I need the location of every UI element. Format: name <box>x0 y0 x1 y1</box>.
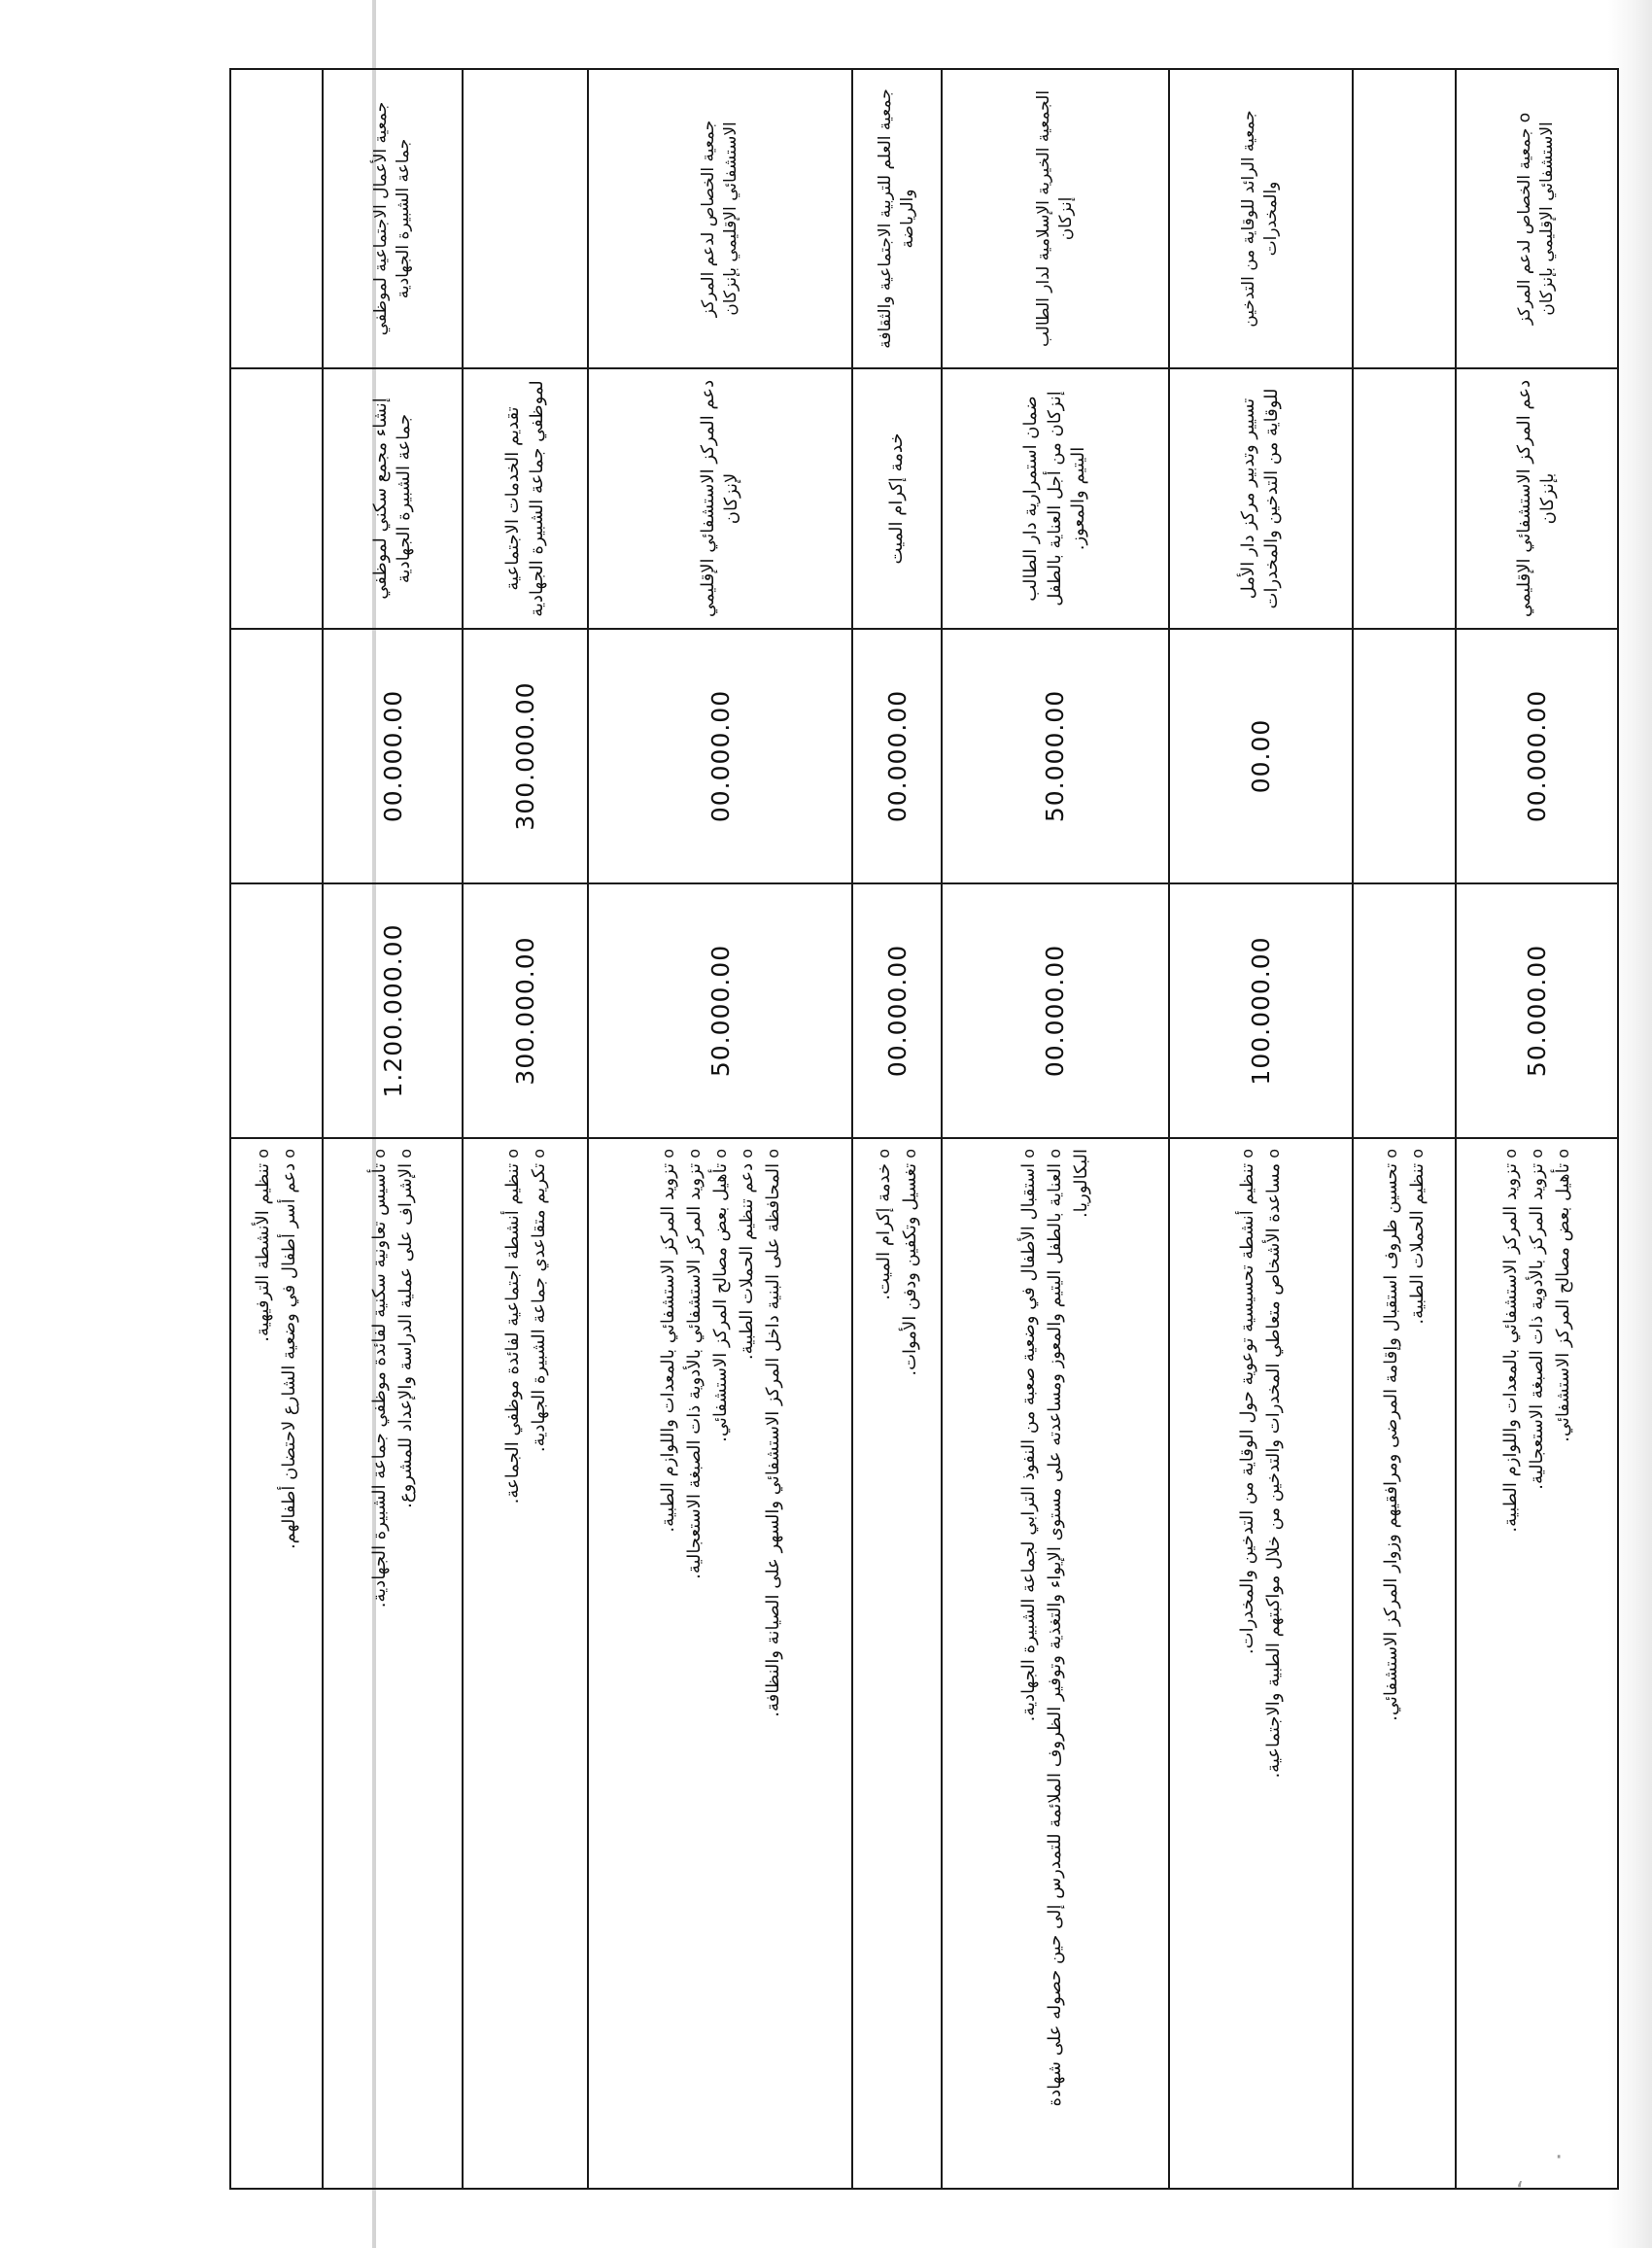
project-cell: دعم المركز الاستشفائي الإقليمي بإنزكان <box>1456 368 1618 629</box>
table-row <box>942 69 1169 2189</box>
rotated-table-page <box>229 68 1619 2190</box>
association-cell: الجمعية الخيرية الإسلامية لدار الطالب إنزكان <box>942 69 1169 368</box>
activity-item: o تنظيم الأنشطة الترفيهية. <box>250 1149 276 2178</box>
scan-speck: ‘ <box>1516 2177 1525 2206</box>
table-row <box>852 69 941 2189</box>
activity-item: o تزويد المركز الاستشفائي بالمعدات واللوازم الطبية. <box>1497 1149 1524 2178</box>
activity-item: o تنظيم أنشطة اجتماعية لفائدة موظفي الجماعة. <box>499 1149 526 2178</box>
amount-cell-1: 00.000.00 <box>323 629 464 883</box>
activity-item: o تنظيم أنشطة تحسيسية توعوية حول الوقاية من التدخين والمخدرات. <box>1234 1149 1260 2178</box>
amount-cell-1: 300.000.00 <box>463 629 587 883</box>
association-cell <box>230 69 323 368</box>
association-cell: جمعية الأعمال الاجتماعية لموظفي جماعة الشبيرة الجهادية <box>323 69 464 368</box>
association-cell: جمعية العلم للتربية الاجتماعية والثقافة والرياضة <box>852 69 941 368</box>
amount-cell-1: 00.00 <box>1169 629 1353 883</box>
activities-cell <box>230 1138 323 2189</box>
activity-item: o تزويد المركز الاستشفائي بالأدوية ذات الصبغة الاستعجالية. <box>681 1149 707 2178</box>
association-cell <box>1353 69 1456 368</box>
project-cell: ضمان استمرارية دار الطالب إنزكان من أجل العناية بالطفل اليتيم والمعوز. <box>942 368 1169 629</box>
activity-item: o تزويد المركز الاستشفائي بالمعدات واللوازم الطبية. <box>655 1149 681 2178</box>
amount-cell-2: 1.200.000.00 <box>323 883 464 1138</box>
activity-item: o مساعدة الأشخاص متعاطي المخدرات والتدخين من خلال مواكبتهم الطبية والاجتماعية. <box>1260 1149 1287 2178</box>
amount-cell-2: 300.000.00 <box>463 883 587 1138</box>
activity-item: o تحسين ظروف استقبال وإقامة المرضى ومرافقيهم وزوار المركز الاستشفائي. <box>1378 1149 1404 2178</box>
activities-cell <box>1169 1138 1353 2189</box>
activity-item: o المحافظة على البنية داخل المركز الاستشفائي والسهر على الصيانة والنظافة. <box>760 1149 786 2178</box>
activity-item: o تأسيس تعاونية سكنية لفائدة موظفي جماعة الشبيرة الجهادية. <box>366 1149 393 2178</box>
scan-speck: · <box>1555 2143 1564 2172</box>
activity-item: o تكريم متقاعدي جماعة الشبيرة الجهادية. <box>526 1149 552 2178</box>
activities-cell <box>1456 1138 1618 2189</box>
activities-cell <box>852 1138 941 2189</box>
amount-cell-2 <box>230 883 323 1138</box>
activity-item: o تأهيل بعض مصالح المركز الاستشفائي. <box>1550 1149 1576 2178</box>
activity-item: o تنظيم الحملات الطبية. <box>1404 1149 1430 2178</box>
amount-cell-2: 50.000.00 <box>588 883 853 1138</box>
project-cell: تسيير وتدبير مركز دار الأمل للوقاية من التدخين والمخدرات <box>1169 368 1353 629</box>
table-row <box>230 69 323 2189</box>
amount-cell-2: 00.000.00 <box>942 883 1169 1138</box>
activity-item: o العناية بالطفل اليتيم والمعوز ومساعدته على مستوى الإيواء والتغذية وتوفير الظروف الملائمة للتمدرس إلى حين حصوله على شهادة البكالوريا. <box>1042 1149 1094 2178</box>
project-cell: إنشاء مجمع سكني لموظفي جماعة الشبيرة الجهادية <box>323 368 464 629</box>
association-cell: o جمعية الخصاص لدعم المركز الاستشفائي الإقليمي بإنزكان <box>1456 69 1618 368</box>
table-row <box>463 69 587 2189</box>
project-cell <box>230 368 323 629</box>
amount-cell-2: 00.000.00 <box>852 883 941 1138</box>
activity-item: o استقبال الأطفال في وضعية صعبة من النفوذ الترابي لجماعة الشبيرة الجهادية. <box>1015 1149 1042 2178</box>
activity-item: o خدمة إكرام الميت. <box>871 1149 897 2178</box>
activities-cell <box>323 1138 464 2189</box>
amount-cell-1: 00.000.00 <box>852 629 941 883</box>
activities-cell <box>942 1138 1169 2189</box>
amount-cell-1 <box>230 629 323 883</box>
table-row <box>1456 69 1618 2189</box>
project-cell: دعم المركز الاستشفائي الإقليمي لإنزكان <box>588 368 853 629</box>
amount-cell-1 <box>1353 629 1456 883</box>
activity-item: o تأهيل بعض مصالح المركز الاستشفائي. <box>707 1149 734 2178</box>
project-cell: خدمة إكرام الميت <box>852 368 941 629</box>
activities-cell <box>1353 1138 1456 2189</box>
activity-item: o دعم تنظيم الحملات الطبية. <box>734 1149 760 2178</box>
amount-cell-2 <box>1353 883 1456 1138</box>
association-cell: جمعية الخصاص لدعم المركز الاستشفائي الإقليمي بإنزكان <box>588 69 853 368</box>
activity-item: o تغسيل وتكفين ودفن الأموات. <box>897 1149 923 2178</box>
activities-cell <box>463 1138 587 2189</box>
activity-item: o تزويد المركز بالأدوية ذات الصبغة الاستعجالية. <box>1524 1149 1550 2178</box>
table-row <box>1169 69 1353 2189</box>
table-row <box>323 69 464 2189</box>
amount-cell-2: 50.000.00 <box>1456 883 1618 1138</box>
activity-item: o الإشراف على عملية الدراسة والإعداد للمشروع. <box>393 1149 419 2178</box>
table-row <box>1353 69 1456 2189</box>
activities-table <box>229 68 1619 2190</box>
amount-cell-1: 00.000.00 <box>1456 629 1618 883</box>
amount-cell-1: 50.000.00 <box>942 629 1169 883</box>
activity-item: o دعم أسر أطفال في وضعية الشارع لاحتضان أطفالهم. <box>276 1149 302 2178</box>
project-cell <box>1353 368 1456 629</box>
amount-cell-2: 100.000.00 <box>1169 883 1353 1138</box>
amount-cell-1: 00.000.00 <box>588 629 853 883</box>
project-cell: تقديم الخدمات الاجتماعية لموظفي جماعة الشبيرة الجهادية <box>463 368 587 629</box>
table-row <box>588 69 853 2189</box>
association-cell: جمعية الرائد للوقاية من التدخين والمخدرات <box>1169 69 1353 368</box>
activities-cell <box>588 1138 853 2189</box>
association-cell <box>463 69 587 368</box>
